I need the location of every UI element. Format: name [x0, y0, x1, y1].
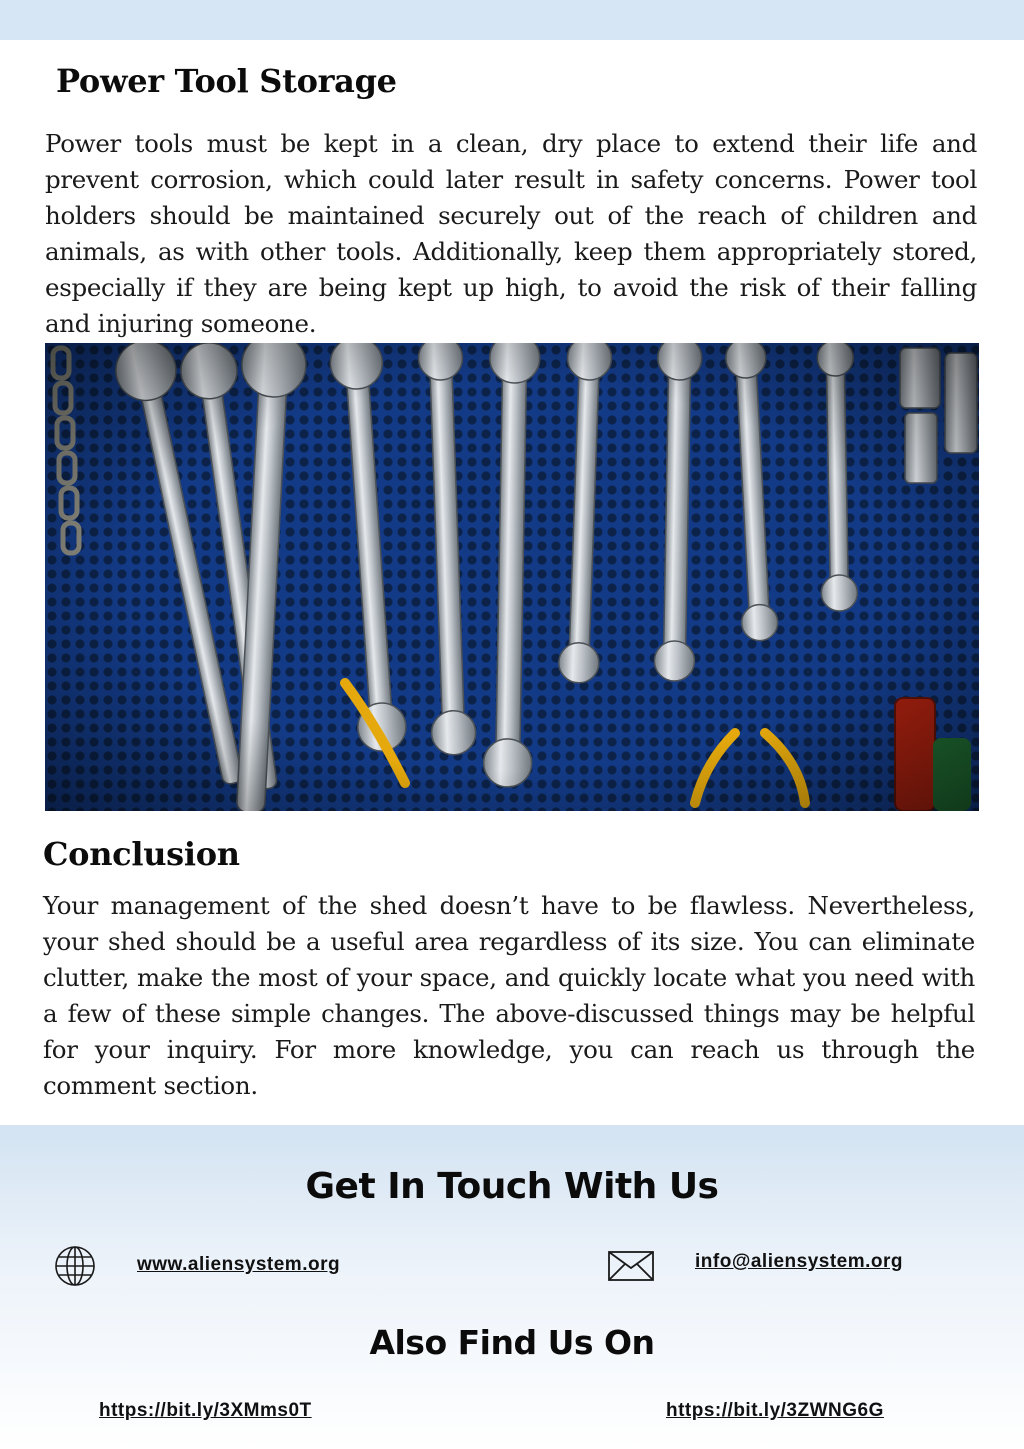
wrench-illustration: [45, 343, 979, 811]
find-us-title: Also Find Us On: [369, 1323, 655, 1362]
social-link-2[interactable]: https://bit.ly/3ZWNG6G: [666, 1400, 884, 1421]
envelope-icon: [607, 1250, 655, 1282]
top-band: [0, 0, 1024, 40]
website-link[interactable]: www.aliensystem.org: [137, 1254, 341, 1275]
heading-power-tool-storage: Power Tool Storage: [56, 62, 397, 100]
contact-title: Get In Touch With Us: [305, 1166, 719, 1207]
paragraph-conclusion: Your management of the shed doesn’t have to be flawless. Nevertheless, your shed should be a useful area regardless of its size. You can eliminate clutter, make the most of your space, and quickly locate what you need with a few of these simple changes. The above-discussed things may be helpful for your inquiry. For more knowledge, you can reach us through the comment section.: [43, 891, 975, 1100]
paragraph-power-tool-storage: Power tools must be kept in a clean, dry place to extend their life and prevent corrosion, which could later result in safety concerns. Power tool holders should be maintained securely out of the reach of children and animals, as with other tools. Additionally, keep them appropriately stored, especially if they are being kept up high, to avoid the risk of their falling and injuring someone.: [45, 129, 977, 338]
email-link[interactable]: info@aliensystem.org: [695, 1251, 904, 1272]
social-link-1[interactable]: https://bit.ly/3XMms0T: [99, 1400, 312, 1421]
heading-conclusion: Conclusion: [43, 835, 240, 873]
globe-icon: [54, 1245, 96, 1287]
wrench-pegboard-photo: [45, 343, 979, 811]
